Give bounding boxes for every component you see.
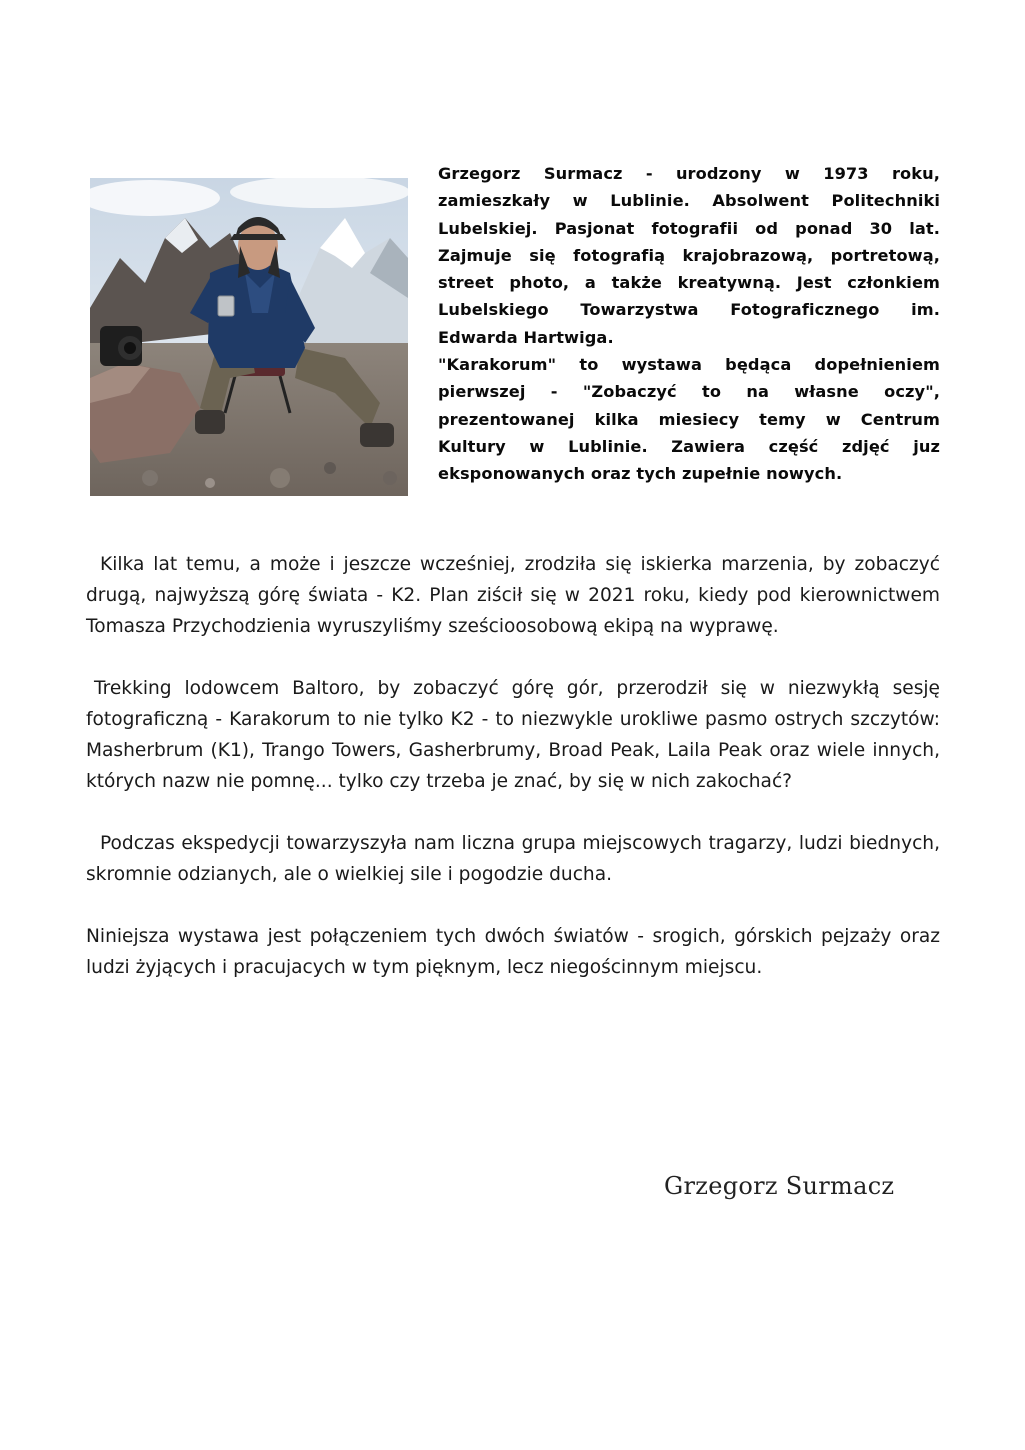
bio-paragraph-1: Grzegorz Surmacz - urodzony w 1973 roku, zamieszkały w Lublinie. Absolwent Politechniki Lubelskiej. Pasjonat fotografii od ponad 30 lat. Zajmuje się fotografią krajobrazową, portretową, street photo, a także kreatywną. Jest członkiem Lubelskiego Towarzystwa Fotograficznego im. Edwarda Hartwiga. (438, 164, 940, 347)
author-photo (90, 178, 408, 496)
bio-paragraph-2: "Karakorum" to wystawa będąca dopełnieniem pierwszej - "Zobaczyć to na własne oczy", prezentowanej kilka miesiecy temy w Centrum Kultury w Lublinie. Zawiera część zdjęć juz eksponowanych oraz tych zupełnie nowych. (438, 355, 940, 484)
main-paragraph-1: Kilka lat temu, a może i jeszcze wcześniej, zrodziła się iskierka marzenia, by zobaczyć drugą, najwyższą górę świata - K2. Plan ziścił się w 2021 roku, kiedy pod kierownictwem Tomasza Przychodzienia wyruszyliśmy sześcioosobową ekipą na wyprawę. (86, 554, 940, 637)
author-signature: Grzegorz Surmacz (664, 1172, 895, 1200)
main-paragraph-4: Niniejsza wystawa jest połączeniem tych dwóch światów - srogich, górskich pejzaży oraz ludzi żyjących i pracujacych w tym pięknym, lecz niegościnnym miejscu. (86, 926, 940, 978)
exhibition-description (86, 549, 940, 1014)
main-paragraph-3: Podczas ekspedycji towarzyszyła nam liczna grupa miejscowych tragarzy, ludzi biednych, skromnie odzianych, ale o wielkiej sile i pogodzie ducha. (86, 833, 940, 885)
main-paragraph-2: Trekking lodowcem Baltoro, by zobaczyć górę gór, przerodził się w niezwykłą sesję fotograficzną - Karakorum to nie tylko K2 - to niezwykle urokliwe pasmo ostrych szczytów: Masherbrum (K1), Trango Towers, Gasherbrumy, Broad Peak, Laila Peak oraz wiele innych, których nazw nie pomnę... tylko czy trzeba je znać, by się w nich zakochać? (86, 678, 940, 792)
author-bio (438, 160, 940, 488)
